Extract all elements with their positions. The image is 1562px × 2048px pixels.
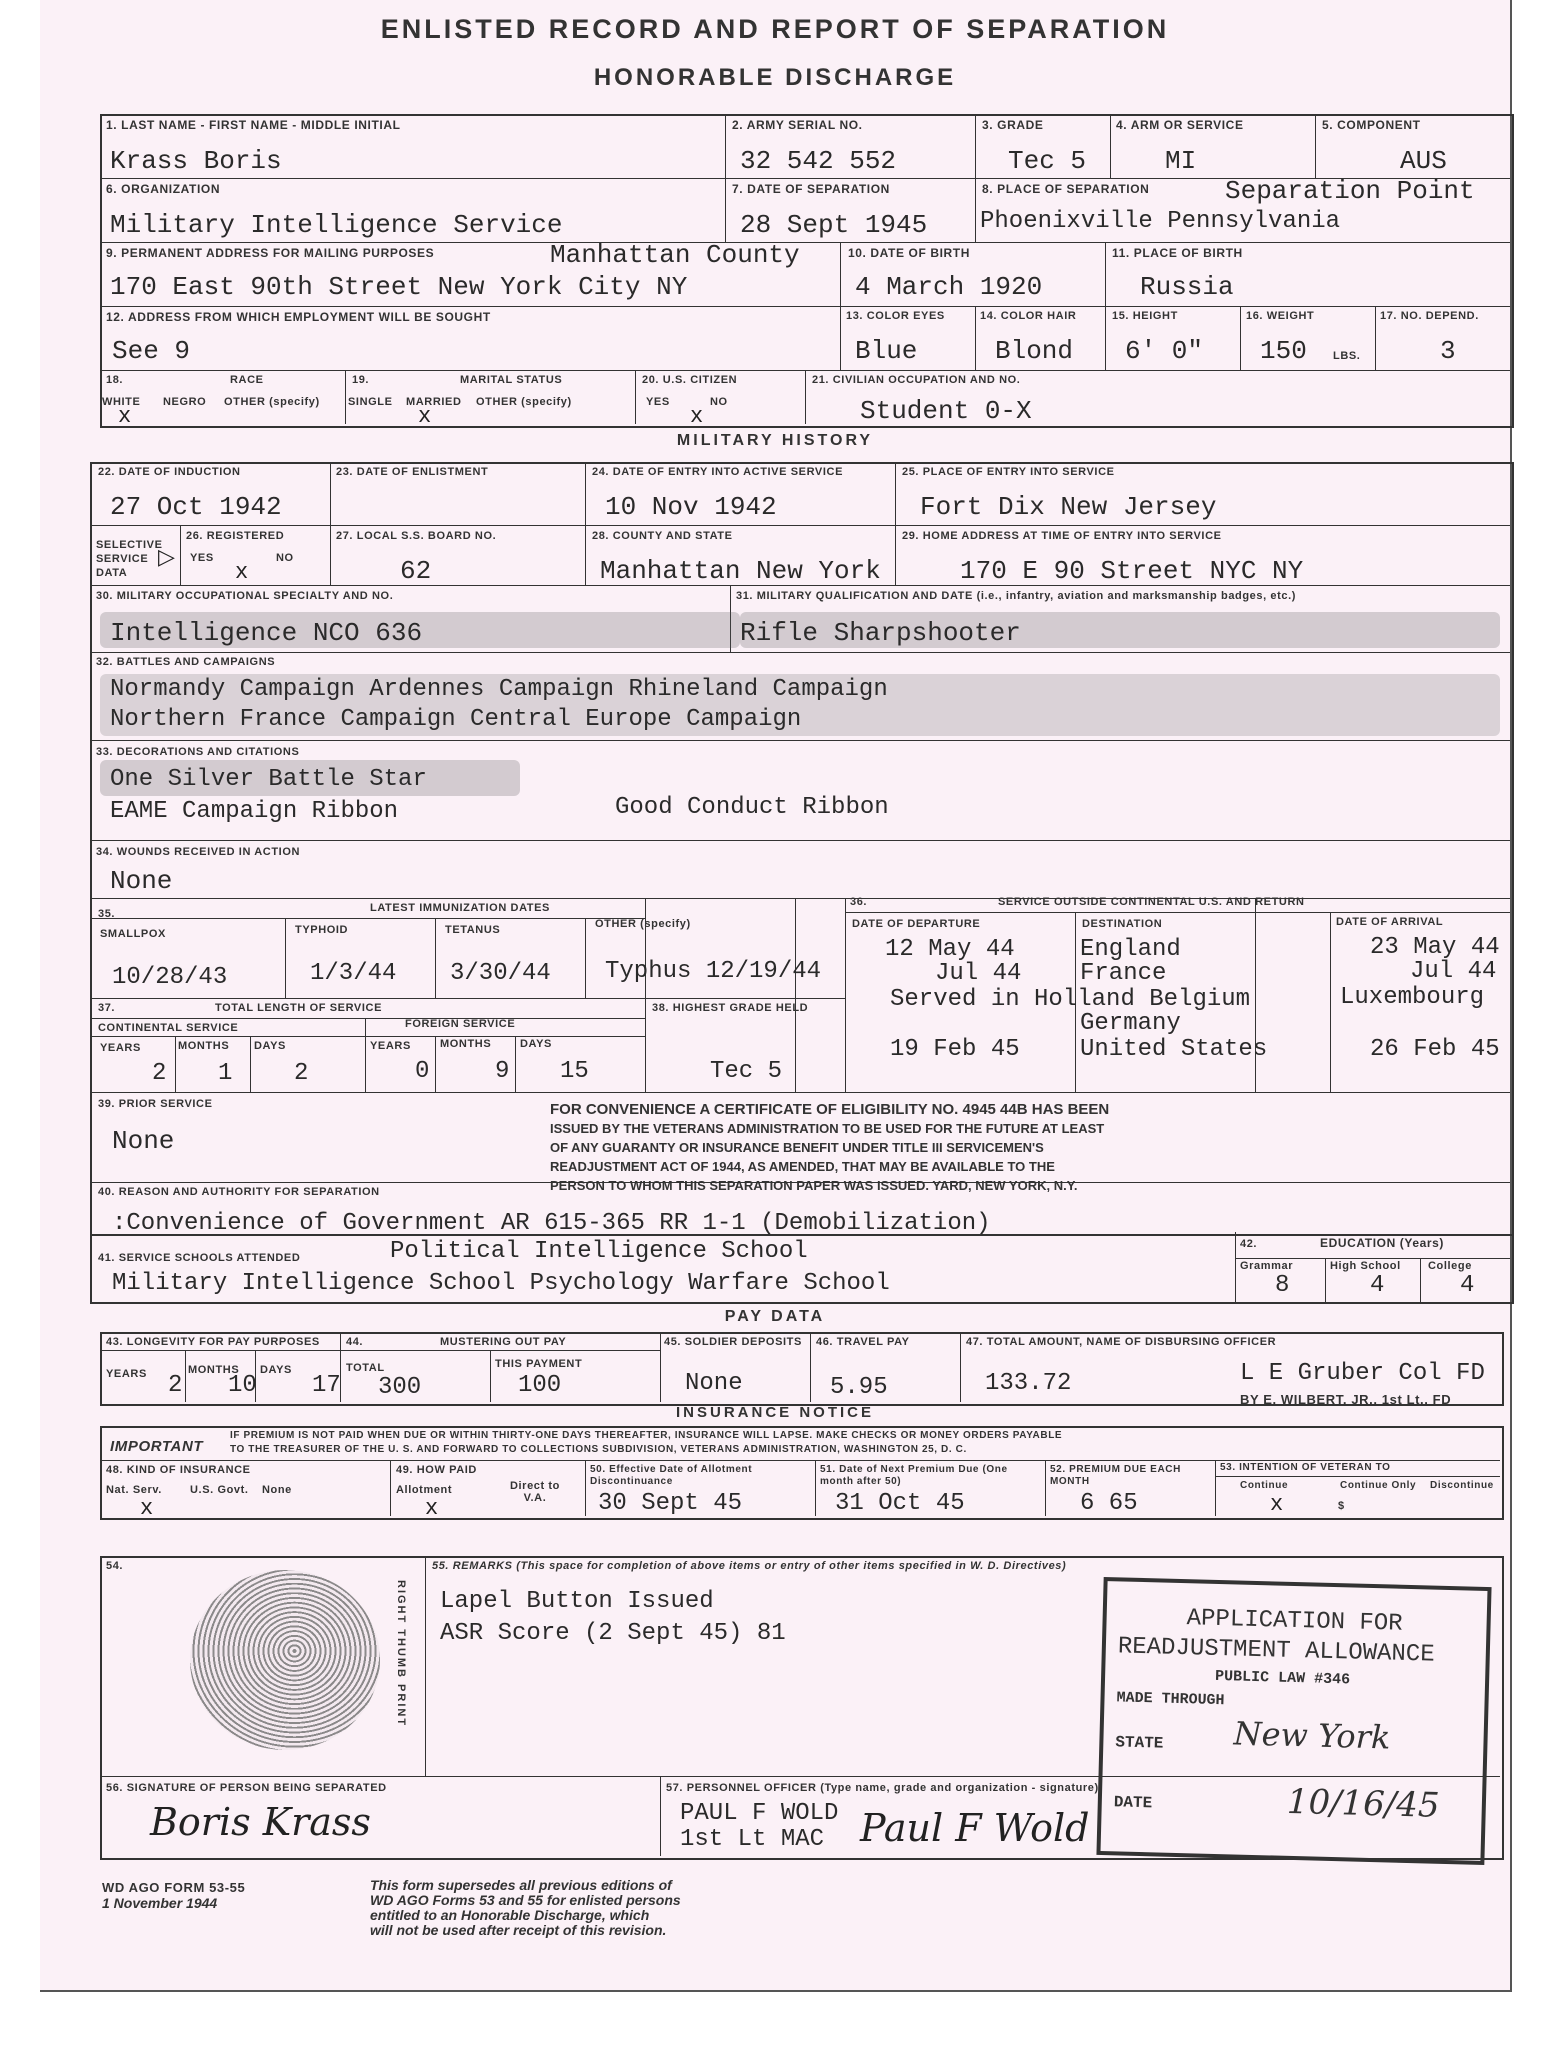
value-county-state: Manhattan New York xyxy=(600,556,881,586)
label-for-months: MONTHS xyxy=(440,1038,492,1050)
value-cont-days: 2 xyxy=(294,1060,309,1087)
value-eyes: Blue xyxy=(855,336,918,366)
label-personnel-officer: 57. PERSONNEL OFFICER (Type name, grade and organization - signature) xyxy=(666,1782,1099,1794)
value-hair: Blond xyxy=(995,336,1074,366)
label-continue-only: Continue Only xyxy=(1340,1480,1417,1491)
label-natserv: Nat. Serv. xyxy=(106,1484,162,1496)
value-high-school: 4 xyxy=(1370,1272,1385,1299)
label-tetanus: TETANUS xyxy=(445,924,501,936)
label-ins-none: None xyxy=(262,1484,292,1496)
value-decor-2: EAME Campaign Ribbon xyxy=(110,798,399,825)
value-battles-2: Northern France Campaign Central Europe Campaign xyxy=(110,706,802,733)
value-officer-signature: Paul F Wold xyxy=(860,1806,1090,1850)
eligibility-stamp xyxy=(550,1100,1109,1195)
mark-white: x xyxy=(118,404,132,429)
value-address-county: Manhattan County xyxy=(550,240,800,270)
value-eff-date: 30 Sept 45 xyxy=(598,1490,743,1517)
value-decor-3: Good Conduct Ribbon xyxy=(615,794,889,821)
label-outside-service: SERVICE OUTSIDE CONTINENTAL U.S. AND RETURN xyxy=(998,896,1305,908)
label-married: MARRIED xyxy=(406,396,462,408)
value-sep-place-1: Separation Point xyxy=(1225,176,1475,206)
label-selective-service: SELECTIVE SERVICE DATA xyxy=(96,539,163,579)
value-mos: Intelligence NCO 636 xyxy=(110,618,423,648)
label-wounds: 34. WOUNDS RECEIVED IN ACTION xyxy=(96,846,301,858)
stamp-law: PUBLIC LAW #346 xyxy=(1214,1667,1351,1689)
value-next-due: 31 Oct 45 xyxy=(835,1490,965,1517)
value-tetanus: 3/30/44 xyxy=(450,960,551,987)
label-race-other: OTHER (specify) xyxy=(224,396,320,408)
label-intention: 53. INTENTION OF VETERAN TO xyxy=(1220,1462,1391,1473)
label-typhoid: TYPHOID xyxy=(295,924,349,936)
value-deposits: None xyxy=(685,1370,743,1397)
value-sep-date: 28 Sept 1945 xyxy=(740,210,928,240)
label-37: 37. xyxy=(98,1002,116,1014)
discharge-form xyxy=(40,0,1512,1992)
value-entry-place: Fort Dix New Jersey xyxy=(920,492,1217,522)
value-departure-3: 19 Feb 45 xyxy=(890,1036,1020,1063)
value-arrival-3: Luxembourg xyxy=(1340,984,1485,1011)
mark-citizen: x xyxy=(690,404,704,429)
value-signature: Boris Krass xyxy=(150,1800,371,1844)
arrow-icon: ▷ xyxy=(158,544,175,569)
label-long-years: YEARS xyxy=(106,1368,147,1380)
label-important: IMPORTANT xyxy=(110,1438,204,1455)
value-active-service: 10 Nov 1942 xyxy=(605,492,777,522)
value-must-total: 300 xyxy=(378,1374,422,1401)
value-wounds: None xyxy=(110,866,173,896)
value-officer-name: PAUL F WOLD xyxy=(680,1800,839,1827)
value-served: Served in Holland Belgium xyxy=(890,986,1251,1013)
label-lbs: LBS. xyxy=(1333,350,1361,362)
label-remarks: 55. REMARKS (This space for completion of above items or entry of other items specified in W. D. Directives) xyxy=(432,1560,1067,1572)
label-smallpox: SMALLPOX xyxy=(100,928,166,940)
label-cont-days: DAYS xyxy=(254,1040,286,1052)
label-for-years: YEARS xyxy=(370,1040,411,1052)
eligibility-line-3: OF ANY GUARANTY OR INSURANCE BENEFIT UNDER TITLE III SERVICEMEN'S xyxy=(550,1140,1044,1155)
value-disbursing-by: BY E. WILBERT, JR., 1st Lt., FD xyxy=(1240,1392,1452,1407)
value-serial: 32 542 552 xyxy=(740,146,897,176)
form-subtitle: HONORABLE DISCHARGE xyxy=(593,64,957,91)
value-for-years: 0 xyxy=(415,1058,430,1085)
label-thumb: RIGHT THUMB PRINT xyxy=(395,1580,407,1728)
label-kind-insurance: 48. KIND OF INSURANCE xyxy=(106,1464,251,1476)
thumbprint-image xyxy=(190,1570,380,1750)
label-deposits: 45. SOLDIER DEPOSITS xyxy=(664,1336,802,1348)
supersede-1: This form supersedes all previous editions of xyxy=(370,1877,672,1893)
value-other-immunization: Typhus 12/19/44 xyxy=(605,958,822,985)
value-height: 6' 0" xyxy=(1125,336,1204,366)
label-long-months: MONTHS xyxy=(188,1364,240,1376)
label-travel: 46. TRAVEL PAY xyxy=(816,1336,910,1348)
value-highest-grade: Tec 5 xyxy=(710,1058,783,1085)
supersede-2: WD AGO Forms 53 and 55 for enlisted persons xyxy=(370,1892,681,1908)
label-home-address: 29. HOME ADDRESS AT TIME OF ENTRY INTO SERVICE xyxy=(902,530,1222,542)
label-marital: MARITAL STATUS xyxy=(460,374,563,386)
label-employment-address: 12. ADDRESS FROM WHICH EMPLOYMENT WILL BE SOUGHT xyxy=(106,310,491,324)
mark-registered: x xyxy=(235,560,249,585)
label-college: College xyxy=(1428,1260,1472,1272)
label-prior-service: 39. PRIOR SERVICE xyxy=(98,1098,213,1110)
label-continue: Continue xyxy=(1240,1480,1289,1491)
label-yes: YES xyxy=(646,396,670,408)
stamp-date-value: 10/16/45 xyxy=(1286,1781,1441,1826)
value-sep-place-2: Phoenixville Pennsylvania xyxy=(980,208,1341,235)
insurance-notice-heading: INSURANCE NOTICE xyxy=(675,1404,874,1421)
value-school-1: Political Intelligence School xyxy=(390,1238,808,1265)
label-qualification: 31. MILITARY QUALIFICATION AND DATE (i.e., infantry, aviation and marksmanship badges, etc.) xyxy=(736,590,1297,602)
label-36: 36. xyxy=(850,896,868,908)
value-long-months: 10 xyxy=(228,1372,257,1399)
label-dob: 10. DATE OF BIRTH xyxy=(848,246,970,260)
value-component: AUS xyxy=(1400,146,1447,176)
readjustment-stamp xyxy=(1096,1577,1491,1865)
label-sep-date: 7. DATE OF SEPARATION xyxy=(732,182,890,196)
label-highest-grade: 38. HIGHEST GRADE HELD xyxy=(652,1002,809,1014)
label-enlistment: 23. DATE OF ENLISTMENT xyxy=(336,466,489,478)
label-signature: 56. SIGNATURE OF PERSON BEING SEPARATED xyxy=(106,1782,387,1794)
label-42: 42. xyxy=(1240,1238,1258,1250)
label-education: EDUCATION (Years) xyxy=(1320,1236,1445,1250)
stamp-state-label: STATE xyxy=(1115,1733,1164,1753)
supersede-3: entitled to an Honorable Discharge, which xyxy=(370,1907,650,1923)
label-total-length: TOTAL LENGTH OF SERVICE xyxy=(215,1002,382,1014)
label-active-service: 24. DATE OF ENTRY INTO ACTIVE SERVICE xyxy=(592,466,844,478)
value-for-days: 15 xyxy=(560,1058,589,1085)
mark-allotment: x xyxy=(425,1496,439,1521)
eligibility-line-2: ISSUED BY THE VETERANS ADMINISTRATION TO BE USED FOR THE FUTURE AT LEAST xyxy=(550,1121,1105,1136)
value-arrival-2: Jul 44 xyxy=(1410,958,1497,985)
label-board: 27. LOCAL S.S. BOARD NO. xyxy=(336,530,497,542)
label-total: TOTAL xyxy=(346,1362,385,1374)
label-battles: 32. BATTLES AND CAMPAIGNS xyxy=(96,656,276,668)
label-destination: DESTINATION xyxy=(1082,918,1163,930)
stamp-date-label: DATE xyxy=(1113,1793,1153,1813)
pay-data-heading: PAY DATA xyxy=(724,1308,826,1325)
value-premium: 6 65 xyxy=(1080,1490,1138,1517)
military-history-heading: MILITARY HISTORY xyxy=(676,432,874,449)
label-mustering: MUSTERING OUT PAY xyxy=(440,1336,567,1348)
value-reason: :Convenience of Government AR 615-365 RR 1-1 (Demobilization) xyxy=(112,1210,991,1237)
label-foreign: FOREIGN SERVICE xyxy=(405,1018,516,1030)
value-civ-occupation: Student 0-X xyxy=(860,396,1032,426)
label-weight: 16. WEIGHT xyxy=(1246,310,1315,322)
value-total-amount: 133.72 xyxy=(985,1370,1072,1397)
value-cont-months: 1 xyxy=(218,1060,233,1087)
value-departure-1: 12 May 44 xyxy=(885,936,1015,963)
value-induction: 27 Oct 1942 xyxy=(110,492,282,522)
value-prior-service: None xyxy=(112,1126,175,1156)
value-battles-1: Normandy Campaign Ardennes Campaign Rhineland Campaign xyxy=(110,676,888,703)
label-height: 15. HEIGHT xyxy=(1112,310,1178,322)
value-destination-4: United States xyxy=(1080,1036,1268,1063)
label-serial: 2. ARMY SERIAL NO. xyxy=(732,118,863,132)
value-organization: Military Intelligence Service xyxy=(110,210,563,240)
label-premium: 52. PREMIUM DUE EACH MONTH xyxy=(1050,1464,1181,1487)
label-county-state: 28. COUNTY AND STATE xyxy=(592,530,733,542)
label-54: 54. xyxy=(106,1560,124,1572)
label-high-school: High School xyxy=(1330,1260,1401,1272)
label-cont-years: YEARS xyxy=(100,1042,141,1054)
value-home-address: 170 E 90 Street NYC NY xyxy=(960,556,1304,586)
label-this-payment: THIS PAYMENT xyxy=(495,1358,583,1370)
label-how-paid: 49. HOW PAID xyxy=(396,1464,477,1476)
label-grade: 3. GRADE xyxy=(982,118,1044,132)
value-cont-years: 2 xyxy=(152,1060,167,1087)
label-18: 18. xyxy=(106,374,124,386)
value-travel: 5.95 xyxy=(830,1374,888,1401)
label-decorations: 33. DECORATIONS AND CITATIONS xyxy=(96,746,300,758)
label-35: 35. xyxy=(98,908,116,920)
label-immunization: LATEST IMMUNIZATION DATES xyxy=(370,902,550,914)
value-address: 170 East 90th Street New York City NY xyxy=(110,272,688,302)
value-destination-1: England xyxy=(1080,936,1181,963)
label-19: 19. xyxy=(352,374,370,386)
value-remarks-2: ASR Score (2 Sept 45) 81 xyxy=(440,1620,786,1647)
label-organization: 6. ORGANIZATION xyxy=(106,182,221,196)
mark-single: x xyxy=(418,404,432,429)
label-for-days: DAYS xyxy=(520,1038,552,1050)
label-arrival: DATE OF ARRIVAL xyxy=(1336,916,1444,928)
label-reason: 40. REASON AND AUTHORITY FOR SEPARATION xyxy=(98,1186,380,1198)
value-weight: 150 xyxy=(1260,336,1307,366)
stamp-state-value: New York xyxy=(1233,1714,1391,1757)
label-race: RACE xyxy=(230,374,264,386)
label-usgovt: U.S. Govt. xyxy=(190,1484,249,1496)
insurance-text-1: IF PREMIUM IS NOT PAID WHEN DUE OR WITHIN THIRTY-ONE DAYS THEREAFTER, INSURANCE WILL LAPSE. MAKE CHECKS OR MONEY ORDERS PAYABLE xyxy=(230,1430,1063,1441)
value-smallpox: 10/28/43 xyxy=(112,964,228,991)
eligibility-line-1: FOR CONVENIENCE A CERTIFICATE OF ELIGIBILITY NO. 4945 44B HAS BEEN xyxy=(550,1101,1110,1118)
value-disbursing-officer: L E Gruber Col FD xyxy=(1240,1360,1485,1387)
label-other-immunization: OTHER (specify) xyxy=(595,918,691,930)
stamp-made: MADE THROUGH xyxy=(1116,1689,1225,1710)
label-continental: CONTINENTAL SERVICE xyxy=(98,1022,239,1034)
label-dependents: 17. NO. DEPEND. xyxy=(1380,310,1479,322)
value-employment-address: See 9 xyxy=(112,336,191,366)
value-pob: Russia xyxy=(1140,272,1234,302)
label-discontinue: Discontinue xyxy=(1430,1480,1494,1491)
value-school-2: Military Intelligence School Psychology Warfare School xyxy=(112,1270,890,1297)
label-total-amount: 47. TOTAL AMOUNT, NAME OF DISBURSING OFFICER xyxy=(966,1336,1277,1348)
value-decor-1: One Silver Battle Star xyxy=(110,766,427,793)
insurance-text-2: TO THE TREASURER OF THE U. S. AND FORWARD TO COLLECTIONS SUBDIVISION, VETERANS ADMINISTRATION, WASHINGTON 25, D. C. xyxy=(230,1444,967,1455)
label-entry-place: 25. PLACE OF ENTRY INTO SERVICE xyxy=(902,466,1115,478)
value-must-this: 100 xyxy=(518,1372,562,1399)
form-title: ENLISTED RECORD AND REPORT OF SEPARATION xyxy=(380,14,1170,44)
value-board: 62 xyxy=(400,556,432,586)
label-name: 1. LAST NAME - FIRST NAME - MIDDLE INITIAL xyxy=(106,118,401,132)
mark-continue: x xyxy=(1270,1492,1284,1517)
value-officer-rank: 1st Lt MAC xyxy=(680,1826,825,1853)
value-long-years: 2 xyxy=(168,1372,183,1399)
label-44: 44. xyxy=(346,1336,364,1348)
label-arm: 4. ARM OR SERVICE xyxy=(1116,118,1244,132)
label-grammar: Grammar xyxy=(1240,1260,1294,1272)
label-eff-date: 50. Effective Date of Allotment Discontinuance xyxy=(590,1464,753,1487)
value-for-months: 9 xyxy=(495,1058,510,1085)
eligibility-line-4: READJUSTMENT ACT OF 1944, AS AMENDED, THAT MAY BE AVAILABLE TO THE xyxy=(550,1159,1055,1174)
value-arm: MI xyxy=(1165,146,1197,176)
label-white: WHITE xyxy=(102,396,141,408)
value-grammar: 8 xyxy=(1275,1272,1290,1299)
label-perm-address: 9. PERMANENT ADDRESS FOR MAILING PURPOSES xyxy=(106,246,435,260)
mark-natserv: x xyxy=(140,1496,154,1521)
label-next-due: 51. Date of Next Premium Due (One month after 50) xyxy=(820,1464,1008,1487)
label-single: SINGLE xyxy=(348,396,393,408)
label-allotment: Allotment xyxy=(396,1484,453,1496)
label-registered: 26. REGISTERED xyxy=(186,530,285,542)
label-citizen: 20. U.S. CITIZEN xyxy=(642,374,738,386)
label-hair: 14. COLOR HAIR xyxy=(980,310,1077,322)
value-remarks-1: Lapel Button Issued xyxy=(440,1588,714,1615)
label-longevity: 43. LONGEVITY FOR PAY PURPOSES xyxy=(106,1336,320,1348)
value-name: Krass Boris xyxy=(110,146,282,176)
value-dependents: 3 xyxy=(1440,336,1456,366)
value-qualification: Rifle Sharpshooter xyxy=(740,618,1021,648)
label-marital-other: OTHER (specify) xyxy=(476,396,572,408)
supersede-4: will not be used after receipt of this revision. xyxy=(370,1922,667,1938)
label-schools: 41. SERVICE SCHOOLS ATTENDED xyxy=(98,1252,301,1264)
value-long-days: 17 xyxy=(312,1372,341,1399)
value-arrival-1: 23 May 44 xyxy=(1370,934,1500,961)
label-induction: 22. DATE OF INDUCTION xyxy=(98,466,241,478)
value-college: 4 xyxy=(1460,1272,1475,1299)
label-eyes: 13. COLOR EYES xyxy=(846,310,945,322)
label-sep-place: 8. PLACE OF SEPARATION xyxy=(982,182,1150,196)
stamp-title-1: APPLICATION FOR xyxy=(1186,1605,1403,1638)
label-long-days: DAYS xyxy=(260,1364,292,1376)
label-departure: DATE OF DEPARTURE xyxy=(852,918,981,930)
label-component: 5. COMPONENT xyxy=(1322,118,1421,132)
label-mos: 30. MILITARY OCCUPATIONAL SPECIALTY AND NO. xyxy=(96,590,394,602)
label-direct: Direct to V.A. xyxy=(509,1480,561,1504)
value-arrival-4: 26 Feb 45 xyxy=(1370,1036,1500,1063)
stamp-title-2: READJUSTMENT ALLOWANCE xyxy=(1117,1633,1435,1669)
form-number: WD AGO FORM 53-55 xyxy=(102,1880,246,1895)
form-date: 1 November 1944 xyxy=(102,1895,218,1911)
value-destination-2: France xyxy=(1080,960,1167,987)
value-typhoid: 1/3/44 xyxy=(310,960,397,987)
eligibility-line-5: PERSON TO WHOM THIS SEPARATION PAPER WAS ISSUED. YARD, NEW YORK, N.Y. xyxy=(550,1178,1078,1193)
label-pob: 11. PLACE OF BIRTH xyxy=(1112,246,1243,260)
value-dob: 4 March 1920 xyxy=(855,272,1043,302)
label-reg-no: NO xyxy=(276,552,294,564)
label-no: NO xyxy=(710,396,728,408)
value-destination-3: Germany xyxy=(1080,1010,1181,1037)
label-reg-yes: YES xyxy=(190,552,214,564)
label-civ-occupation: 21. CIVILIAN OCCUPATION AND NO. xyxy=(812,374,1021,386)
label-cont-months: MONTHS xyxy=(178,1040,230,1052)
value-grade: Tec 5 xyxy=(1008,146,1087,176)
label-negro: NEGRO xyxy=(163,396,207,408)
value-departure-2: Jul 44 xyxy=(935,960,1022,987)
dollar-sign: $ xyxy=(1338,1500,1345,1512)
